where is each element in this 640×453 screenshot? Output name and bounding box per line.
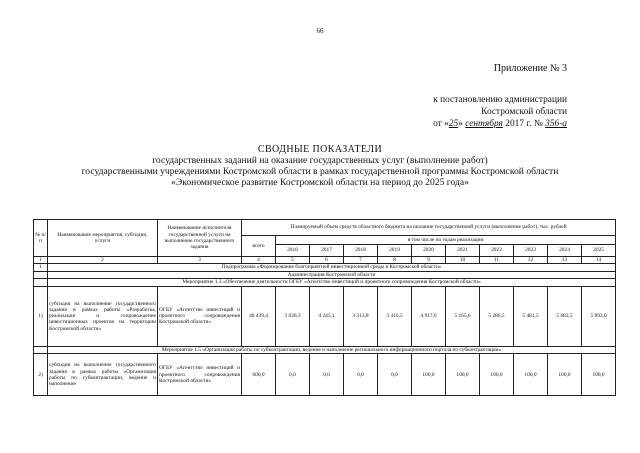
col-number: 4 (242, 257, 276, 264)
row-value: 3 036,3 (276, 286, 310, 346)
date-prefix: от « (433, 119, 449, 129)
approval-day: 25 (448, 119, 459, 129)
col-number: 14 (582, 257, 616, 264)
header-year: 2019 (378, 245, 412, 257)
approval-block (367, 94, 567, 130)
measure-1-3-title: Мероприятие 1.3 «Обеспечение деятельности ОГБУ «Агентство инвестиций и проектного сопровождения Костромской области» (48, 279, 616, 287)
page-number: 66 (316, 27, 324, 35)
document-title (0, 144, 640, 188)
title-line-3: государственными учреждениями Костромской области в рамках государственной программы Костромской области (81, 166, 559, 177)
header-year: 2021 (446, 245, 480, 257)
approval-line-1: к постановлению администрации (433, 95, 567, 105)
row-value: 100,0 (514, 354, 548, 396)
row-total: 600,0 (242, 354, 276, 396)
measure-row (34, 346, 616, 354)
row-num: 2) (34, 354, 48, 396)
subprogram-row (34, 264, 616, 272)
admin-title: Администрация Костромской области (48, 271, 616, 279)
header-year: 2017 (310, 245, 344, 257)
row-value: 0,0 (310, 354, 344, 396)
col-number: 12 (514, 257, 548, 264)
header-executor: Наименование исполнителя государственной услуги на выполнение государственного задания (158, 220, 242, 257)
subprogram-num: 1 (34, 264, 48, 272)
row-name: субсидия на выполнение государственного задания в рамках работы «Разработка, реализация и сопровождение инвестиционных проектов на территории Костромской области» (48, 286, 158, 346)
header-name: Наименование мероприятия, субсидии, услуги (48, 220, 158, 257)
row-value: 100,0 (480, 354, 514, 396)
row-value: 0,0 (344, 354, 378, 396)
table-row (34, 354, 616, 396)
col-number: 8 (378, 257, 412, 264)
admin-row (34, 271, 616, 279)
col-number: 3 (158, 257, 242, 264)
row-value: 0,0 (378, 354, 412, 396)
row-value: 100,0 (582, 354, 616, 396)
col-number: 2 (48, 257, 158, 264)
col-number: 10 (446, 257, 480, 264)
row-value: 5 286,5 (480, 286, 514, 346)
header-year: 2022 (480, 245, 514, 257)
header-num: № п/п (34, 220, 48, 257)
date-mid: » (458, 119, 463, 129)
approval-month: сентября (465, 119, 503, 129)
row-value: 100,0 (446, 354, 480, 396)
appendix-label: Приложение № 3 (493, 63, 567, 74)
header-year: 2018 (344, 245, 378, 257)
approval-line-2: Костромской области (481, 107, 567, 117)
row-executor: ОГБУ «Агентство инвестиций и проектного сопровождения Костромской области» (158, 286, 242, 346)
col-number: 5 (276, 257, 310, 264)
row-num: 1) (34, 286, 48, 346)
title-main: СВОДНЫЕ ПОКАЗАТЕЛИ (257, 144, 383, 155)
row-value: 0,0 (276, 354, 310, 396)
row-value: 3 313,8 (344, 286, 378, 346)
row-value: 3 416,5 (378, 286, 412, 346)
col-number: 11 (480, 257, 514, 264)
table-row (34, 286, 616, 346)
header-planned: Планируемый объем средств областного бюджета на оказание государственной услуги (выполнение работ), тыс. рублей (242, 220, 616, 236)
row-value: 100,0 (412, 354, 446, 396)
row-value: 5 165,6 (446, 286, 480, 346)
col-number: 6 (310, 257, 344, 264)
row-value: 5 683,5 (548, 286, 582, 346)
header-by-years: в том числе по годам реализации (276, 236, 616, 245)
column-numbers-row (34, 257, 616, 264)
row-value: 5 481,5 (514, 286, 548, 346)
header-year: 2025 (582, 245, 616, 257)
measure-row (34, 279, 616, 287)
col-number: 9 (412, 257, 446, 264)
row-total: 46 439,4 (242, 286, 276, 346)
approval-year: 2017 г. № (505, 119, 543, 129)
title-line-4: «Экономическое развитие Костромской области на период до 2025 года» (171, 177, 469, 188)
row-value: 4 917,6 (412, 286, 446, 346)
col-number: 13 (548, 257, 582, 264)
col-number: 7 (344, 257, 378, 264)
row-value: 5 893,0 (582, 286, 616, 346)
subprogram-title: Подпрограмма «Формирование благоприятной инвестиционной среды в Костромской области» (48, 264, 616, 272)
row-value: 4 245,1 (310, 286, 344, 346)
indicators-table (33, 219, 616, 396)
header-year: 2020 (412, 245, 446, 257)
row-name: субсидия на выполнение государственного задания в рамках работы «Организация работы по субконтрактации, ведение и наполнение (48, 354, 158, 396)
approval-number: 356-а (545, 119, 567, 129)
title-line-2: государственных заданий на оказание государственных услуг (выполнение работ) (152, 155, 488, 166)
header-year: 2023 (514, 245, 548, 257)
approval-date-line (367, 118, 567, 130)
row-value: 100,0 (548, 354, 582, 396)
header-total: всего (242, 236, 276, 257)
measure-1-5-title: Мероприятие 1.5 «Организация работы по субконтрактации, ведение и наполнение регионального информационного портала по субконтрактации» (48, 346, 616, 354)
header-year: 2016 (276, 245, 310, 257)
header-year: 2024 (548, 245, 582, 257)
row-executor: ОГБУ «Агентство инвестиций и проектного сопровождения Костромской области» (158, 354, 242, 396)
col-number: 1 (34, 257, 48, 264)
